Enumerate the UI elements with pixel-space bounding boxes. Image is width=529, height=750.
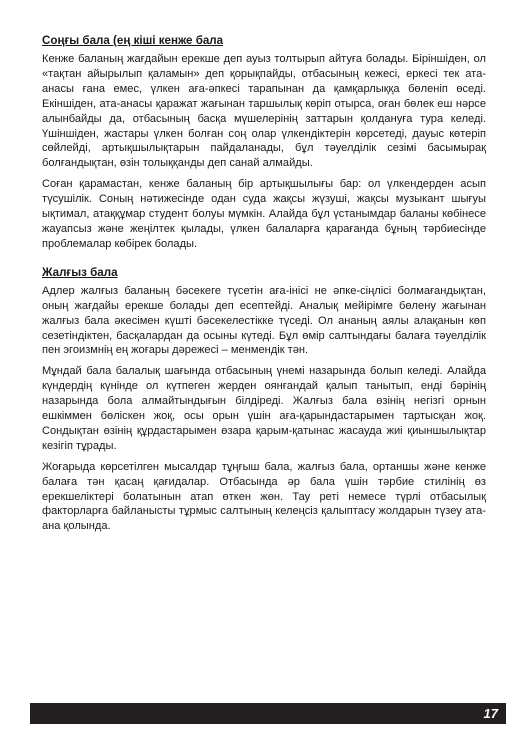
section-only-child	[42, 266, 486, 535]
footer-bar	[30, 703, 506, 724]
paragraph: Мұндай бала балалық шағында отбасының үнемі назарында болып келеді. Алайда күндердің күнінде ол күтпеген жерден оянғандай қалып танытып, енді бәрінің назарында бола алмайтындығын білдіреді. Жалғыз бала өзінің негізгі орнын ешкіммен бөліскен жоқ, осы орын үшін аға-қарындастарымен тартысқан жоқ. Сондықтан өзінің құрдастарымен өзара қарым-қатынас жасауда жиі қиыншылықтар кезігіп тұрады.	[42, 365, 486, 452]
section-youngest-child	[42, 34, 486, 252]
paragraph: Жоғарыда көрсетілген мысалдар тұңғыш бала, жалғыз бала, ортаншы және кенже балаға тән қасаң қағидалар. Отбасында әр бала үшін тәрбие стилінің өз ерекшеліктері болатынын атап өткен жөн. Тау реті немесе түрлі отбасылық факторларға байланысты тұрмыс салтының келеңсіз қалыптасу жолдарын түзеу ата-ана қолында.	[42, 460, 486, 533]
section-heading: Соңғы бала (ең кіші кенже бала	[42, 34, 224, 47]
paragraph: Соған қарамастан, кенже баланың бір артықшылығы бар: ол үлкендерден асып түсушілік. Соның нәтижесінде одан суда жақсы жүзуші, жақсы музыкант шығуы ықтимал, атаққұмар студент болуы мүмкін. Алайда бұл үстанымдар баланы көбінесе жауапсыз және жеңілтек қылады, үлкен балаларға қарағанда бұның тәрбиесінде проблемалар көбірек болады.	[42, 178, 486, 250]
section-spacer	[42, 258, 486, 266]
text-body	[42, 34, 486, 540]
page-number: 17	[483, 706, 498, 721]
paragraph: Адлер жалғыз баланың бәсекеге түсетін аға-інісі не әпке-сіңлісі болмағандықтан, оның жағдайы ерекше болады деп есептейді. Аналық мейірімге бөлену жағынан жалғыз бала әкесімен күшті бәсекелестікке түседі. Ол ананың аялы алақанын көп сезетіндіктен, басқалардан да осыны күтеді. Бұл өмір салтындағы балаға тәуелділік пен эгоизмнің ең жоғары дәрежесі – менмендік тән.	[42, 284, 486, 357]
section-heading: Жалғыз бала	[42, 265, 118, 279]
paragraph: Кенже баланың жағдайын ерекше деп ауыз толтырып айтуға болады. Біріншіден, ол «тақтан айырылып қаламын» деп қорықпайды, отбасының кежесі, еркесі тек ата-анасы ғана емес, үлкен аға-әпкесі тарапынан да қамқарлыққа бөленіп өседі. Екіншіден, ата-анасы қаражат жағынан таршылық көріп отырса, оған бөлек еш нәрсе алынбайды да, отбасының басқа мүшелерінің заттарын қолдануға тура келеді. Үшіншіден, жастары үлкен болған соң олар үлкендіктерін көрсетеді, дауыс көтеріп сөйлейді, артықшылықтарын пайдаланады, бұл тәуелділік сезімі басымырақ болғандықтан, өзін толыққанды деп санай алмайды.	[42, 53, 486, 170]
